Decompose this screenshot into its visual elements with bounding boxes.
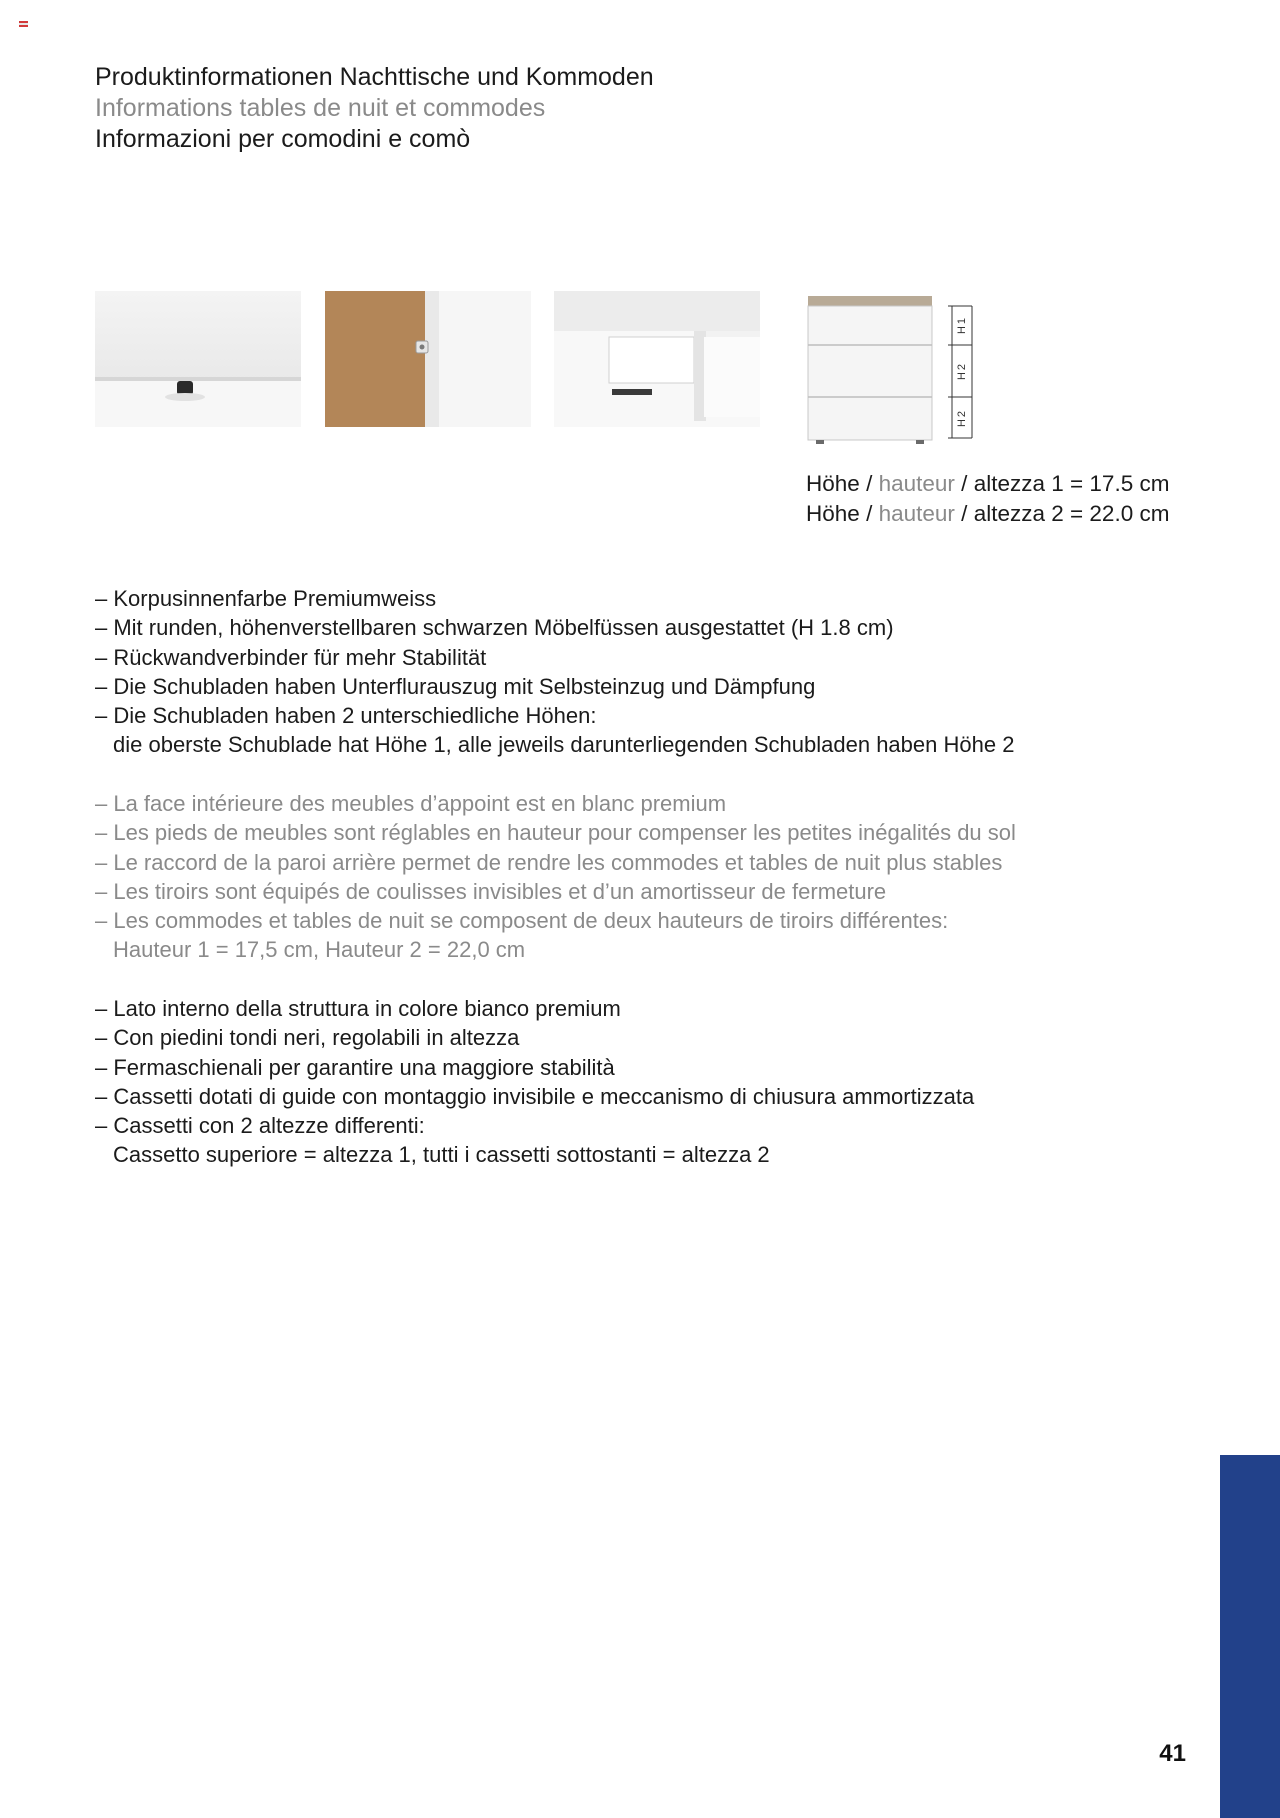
- feature-continuation: Cassetto superiore = altezza 1, tutti i cassetti sottostanti = altezza 2: [113, 1142, 770, 1168]
- feature-item: – Rückwandverbinder für mehr Stabilität: [95, 644, 487, 670]
- feature-item: – Fermaschienali per garantire una maggiore stabilità: [95, 1054, 615, 1080]
- feature-item: – Le raccord de la paroi arrière permet de rendre les commodes et tables de nuit plus stables: [95, 849, 1003, 875]
- feature-continuation: Hauteur 1 = 17,5 cm, Hauteur 2 = 22,0 cm: [113, 937, 526, 963]
- feature-item: – Die Schubladen haben Unterflurauszug mit Selbsteinzug und Dämpfung: [95, 673, 816, 699]
- altezza-word: altezza: [973, 501, 1045, 526]
- diagram-label-h2-upper: H2: [956, 361, 968, 381]
- title-it: Informazioni per comodini e comò: [95, 125, 471, 153]
- feature-item: – Die Schubladen haben 2 unterschiedliche Höhen:: [95, 703, 597, 729]
- separator: /: [866, 501, 873, 526]
- features-it: [95, 994, 974, 1170]
- feature-item: – Lato interno della struttura in colore bianco premium: [95, 996, 621, 1021]
- back-wall-connector-photo: [325, 291, 531, 427]
- height-1-value: 1 = 17.5 cm: [1051, 471, 1170, 496]
- title-de: Produktinformationen Nachttische und Kommoden: [95, 63, 654, 91]
- cabinet-foot-photo: [95, 291, 301, 427]
- separator: /: [961, 471, 968, 496]
- features-fr: [95, 789, 1016, 965]
- height-line-1: [806, 469, 1169, 499]
- hoehe-word: Höhe: [806, 501, 860, 526]
- accent-band: [1220, 1455, 1280, 1818]
- height-2-value: 2 = 22.0 cm: [1051, 501, 1170, 526]
- feature-item: – Les pieds de meubles sont réglables en hauteur pour compenser les petites inégalités du sol: [95, 820, 1016, 846]
- dresser-height-diagram: [802, 290, 1002, 460]
- feature-continuation: die oberste Schublade hat Höhe 1, alle jeweils darunterliegenden Schubladen haben Höhe 2: [113, 732, 1015, 758]
- separator: /: [866, 471, 873, 496]
- page-heading: [95, 62, 654, 155]
- diagram-label-h2-lower: H2: [956, 408, 968, 428]
- hauteur-word: hauteur: [878, 471, 955, 496]
- feature-item: – Con piedini tondi neri, regolabili in altezza: [95, 1025, 520, 1051]
- feature-item: – La face intérieure des meubles d’appoint est en blanc premium: [95, 791, 727, 816]
- page-number: 41: [1159, 1740, 1186, 1767]
- height-legend: [806, 469, 1169, 529]
- feature-item: – Les commodes et tables de nuit se composent de deux hauteurs de tiroirs différentes:: [95, 908, 949, 934]
- diagram-label-h1: H1: [956, 315, 968, 335]
- feature-item: – Les tiroirs sont équipés de coulisses invisibles et d’un amortisseur de fermeture: [95, 878, 887, 904]
- hoehe-word: Höhe: [806, 471, 860, 496]
- swiss-flag-icon: [19, 21, 28, 27]
- height-line-2: [806, 499, 1169, 529]
- hauteur-word: hauteur: [878, 501, 955, 526]
- feature-item: – Mit runden, höhenverstellbaren schwarzen Möbelfüssen ausgestattet (H 1.8 cm): [95, 615, 894, 641]
- altezza-word: altezza: [973, 471, 1045, 496]
- feature-item: – Korpusinnenfarbe Premiumweiss: [95, 586, 437, 611]
- features-de: [95, 584, 1014, 760]
- feature-item: – Cassetti dotati di guide con montaggio invisibile e meccanismo di chiusura ammortizzata: [95, 1083, 975, 1109]
- open-drawer-photo: [554, 291, 760, 427]
- feature-item: – Cassetti con 2 altezze differenti:: [95, 1113, 425, 1139]
- separator: /: [961, 501, 968, 526]
- title-fr: Informations tables de nuit et commodes: [95, 94, 546, 122]
